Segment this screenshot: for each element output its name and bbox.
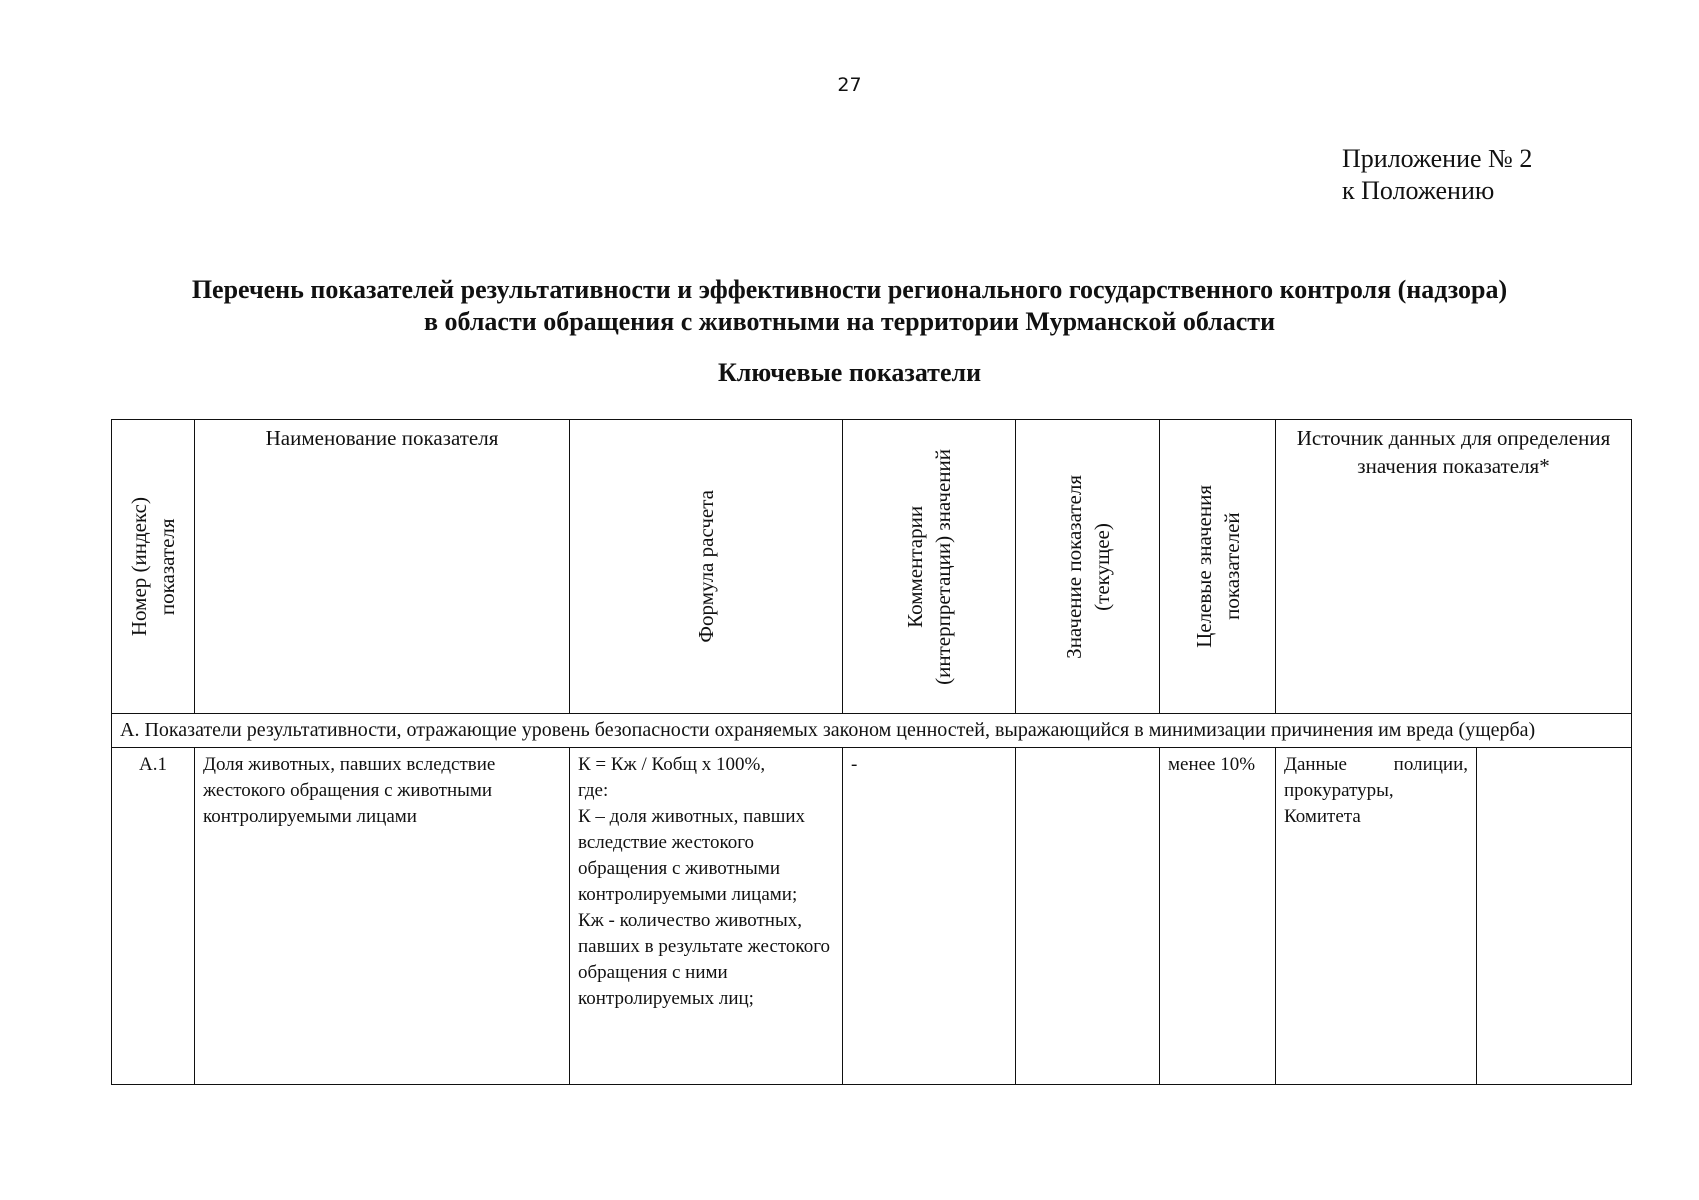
row-index: А.1 (112, 748, 195, 1085)
row-extra (1477, 748, 1632, 1085)
row-source-rest: прокуратуры, Комитета (1284, 780, 1394, 827)
header-index: Номер (индекс) показателя (112, 420, 195, 714)
header-formula: Формула расчета (570, 420, 843, 714)
document-title-line-1: Перечень показателей результативности и эффективности регионального государственного контроля (надзора) (191, 275, 1508, 304)
section-title: Ключевые показатели (717, 358, 982, 387)
document-title-line-2: в области обращения с животными на территории Мурманской области (423, 307, 1276, 336)
row-comments: - (843, 748, 1016, 1085)
header-target: Целевые значения показателей (1160, 420, 1276, 714)
appendix-line-1: Приложение № 2 (1342, 144, 1533, 173)
row-source (1276, 748, 1477, 1085)
table-header-row (112, 420, 1632, 714)
header-current-value: Значение показателя (текущее) (1016, 420, 1160, 714)
appendix-reference (1342, 143, 1532, 207)
header-source: Источник данных для определения значения показателя* (1276, 420, 1632, 714)
header-comments: Комментарии (интерпретации) значений (843, 420, 1016, 714)
group-a-heading: А. Показатели результативности, отражающие уровень безопасности охраняемых законом ценностей, выражающийся в минимизации причинения им вреда (ущерба) (112, 714, 1632, 748)
table-row (112, 748, 1632, 1085)
row-target: менее 10% (1160, 748, 1276, 1085)
row-formula: К = Кж / Кобщ х 100%, где: К – доля животных, павших вследствие жестокого обращения с животными контролируемыми лицами; Кж - количество животных, павших в результате жестокого обращения с ними контролируемых лиц; (570, 748, 843, 1085)
row-source-word-2: полиции, (1393, 754, 1468, 775)
header-name: Наименование показателя (195, 420, 570, 714)
row-name: Доля животных, павших вследствие жестокого обращения с животными контролируемыми лицами (195, 748, 570, 1085)
group-a-row (112, 714, 1632, 748)
appendix-line-2: к Положению (1342, 176, 1495, 205)
indicators-table (111, 419, 1632, 1085)
document-title (0, 274, 1699, 338)
row-source-word-1: Данные (1284, 754, 1347, 775)
row-current-value (1016, 748, 1160, 1085)
page-number: 27 (837, 74, 862, 96)
